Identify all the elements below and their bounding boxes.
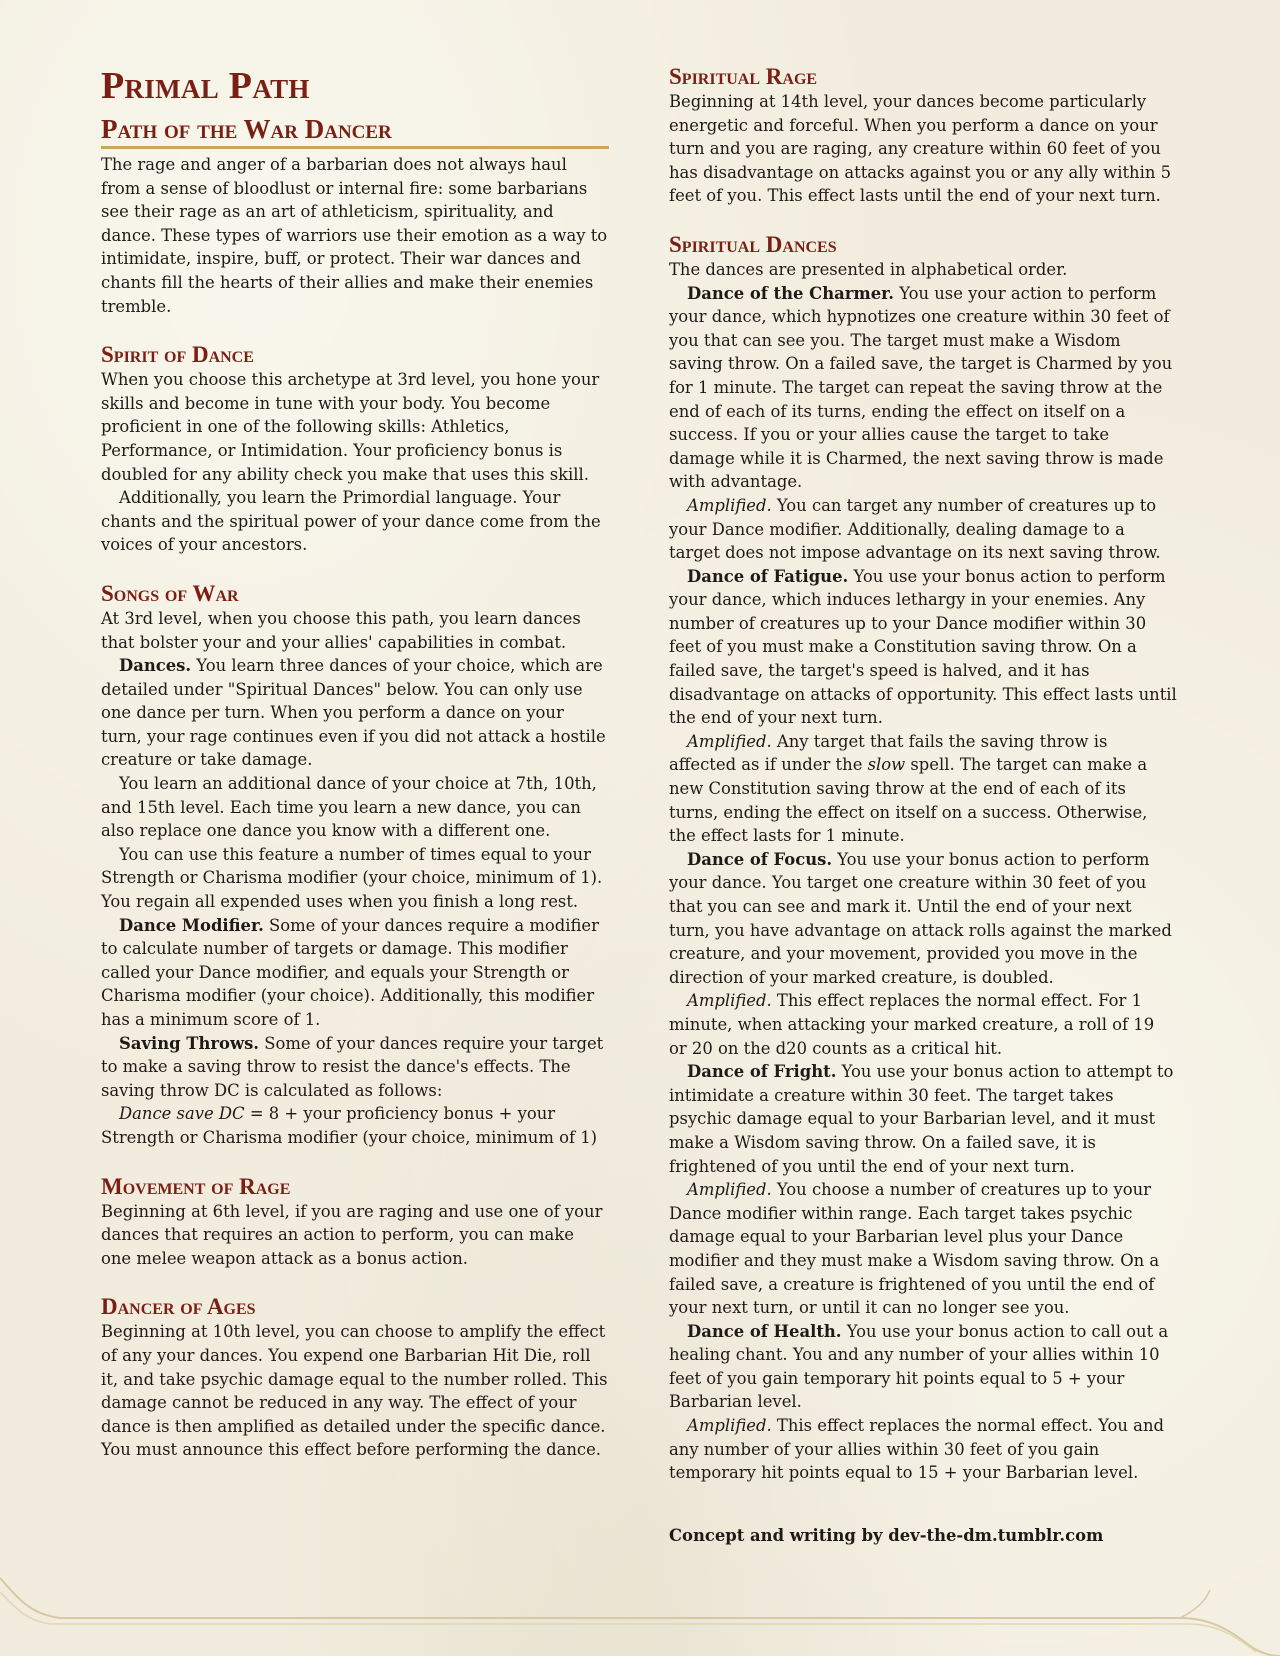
dance-modifier-text: Some of your dances require a modifier to calculate number of targets or damage. This modifier called your Dance modifier, and equals your Strength or Charisma modifier (your choice). Additionally, this modifier has a minimum score of 1. <box>101 915 599 1029</box>
saving-throws-text: Some of your dances require your target to make a saving throw to resist the dance's effects. The saving throw DC is calculated as follows: <box>101 1033 604 1100</box>
dance-focus-amplified <box>669 989 1177 1060</box>
dc-label: Dance save DC <box>119 1104 245 1124</box>
dance-health <box>669 1320 1177 1414</box>
amplified-label: Amplified. <box>687 731 772 751</box>
amplified-label: Amplified. <box>687 991 772 1011</box>
dance-fatigue-amp-text-1: Any target that fails the saving throw is affected as if under the <box>669 731 1108 775</box>
songs-of-war-dances <box>101 654 609 772</box>
spiritual-dances-intro: The dances are presented in alphabetical order. <box>669 259 1068 279</box>
amplified-label: Amplified. <box>687 1416 772 1436</box>
dance-fright-label: Dance of Fright. <box>687 1062 837 1082</box>
dance-health-label: Dance of Health. <box>687 1321 842 1341</box>
dance-fatigue-text: You use your bonus action to perform your dance, which induces lethargy in your enemies. Any number of creatures up to your Dance modifier within 30 feet of you must make a Constitution saving throw. On a failed save, the target's speed is halved, and it has disadvantage on attacks of opportunity. This effect lasts until the end of your next turn. <box>669 566 1177 728</box>
page-subtitle: Path of the War Dancer <box>101 114 609 149</box>
dance-fatigue <box>669 565 1177 730</box>
heading-spiritual-dances: Spiritual Dances <box>669 231 837 257</box>
dance-fright-amplified <box>669 1178 1177 1320</box>
dances-label: Dances. <box>119 656 192 676</box>
dance-focus-label: Dance of Focus. <box>687 849 833 869</box>
right-column <box>669 64 1177 1485</box>
spiritual-rage-p1: Beginning at 14th level, your dances become particularly energetic and forceful. When you perform a dance on your turn and you are raging, any creature within 60 feet of you has disadvantage on attacks against you or any ally within 5 feet of you. This effect lasts until the end of your next turn. <box>669 92 1172 206</box>
spirit-of-dance-p1: When you choose this archetype at 3rd level, you hone your skills and become in tune with your body. You become proficient in one of the following skills: Athletics, Performance, or Intimidation. Your proficiency bonus is doubled for any ability check you make that uses this skill. <box>101 370 600 484</box>
spirit-of-dance-p2: Additionally, you learn the Primordial language. Your chants and the spiritual power of your dance come from the voices of your ancestors. <box>101 488 601 555</box>
dance-charmer-amp-text: You can target any number of creatures up to your Dance modifier. Additionally, dealing damage to a target does not impose advantage on its next saving throw. <box>669 495 1161 563</box>
dance-charmer <box>669 282 1177 494</box>
songs-of-war-p1: At 3rd level, when you choose this path, you learn dances that bolster your and your allies' capabilities in combat. <box>101 608 581 652</box>
heading-songs-of-war: Songs of War <box>101 580 239 606</box>
dance-fatigue-label: Dance of Fatigue. <box>687 566 849 586</box>
songs-of-war-p4: You can use this feature a number of times equal to your Strength or Charisma modifier (your choice, minimum of 1). You regain all expended uses when you finish a long rest. <box>101 844 603 912</box>
page-title: Primal Path <box>101 65 310 107</box>
songs-of-war-dc <box>101 1102 609 1149</box>
dance-focus-text: You use your bonus action to perform your dance. You target one creature within 30 feet of you that you can see and mark it. Until the end of your next turn, you have advantage on attack rolls against the marked creature, and your movement, provided you move in the direction of your marked creature, is doubled. <box>669 849 1172 987</box>
dance-fright-amp-text: You choose a number of creatures up to your Dance modifier within range. Each target takes psychic damage equal to your Barbarian level plus your Dance modifier and they must make a Wisdom saving throw. On a failed save, a creature is frightened of you until the end of your next turn, or until it can no longer see you. <box>669 1180 1160 1318</box>
dance-health-amplified <box>669 1414 1177 1485</box>
songs-of-war-p3: You learn an additional dance of your choice at 7th, 10th, and 15th level. Each time you learn a new dance, you can also replace one dance you know with a different one. <box>101 774 597 841</box>
dance-charmer-label: Dance of the Charmer. <box>687 283 895 303</box>
heading-dancer-of-ages: Dancer of Ages <box>101 1294 256 1320</box>
dance-charmer-amplified <box>669 494 1177 565</box>
songs-of-war-modifier <box>101 914 609 1032</box>
dance-fright-text: You use your bonus action to attempt to intimidate a creature within 30 feet. The target takes psychic damage equal to your Barbarian level, and it must make a Wisdom saving throw. On a failed save, it is frightened of you until the end of your next turn. <box>669 1062 1174 1176</box>
left-column <box>101 64 609 1462</box>
heading-spiritual-rage: Spiritual Rage <box>669 64 818 89</box>
movement-of-rage-p1: Beginning at 6th level, if you are raging and use one of your dances that requires an action to perform, you can make one melee weapon attack as a bonus action. <box>101 1201 603 1268</box>
dc-text: = 8 + your proficiency bonus + your Strength or Charisma modifier (your choice, minimum of 1) <box>101 1104 598 1147</box>
dancer-of-ages-p1: Beginning at 10th level, you can choose to amplify the effect of any your dances. You expend one Barbarian Hit Die, roll it, and take psychic damage equal to the number rolled. This damage cannot be reduced in any way. The effect of your dance is then amplified as detailed under the specific dance. You must announce this effect before performing the dance. <box>101 1322 608 1460</box>
dance-health-amp-text: This effect replaces the normal effect. You and any number of your allies within 30 feet of you gain temporary hit points equal to 15 + your Barbarian level. <box>669 1416 1164 1483</box>
heading-movement-of-rage: Movement of Rage <box>101 1173 291 1199</box>
amplified-label: Amplified. <box>687 495 772 515</box>
dance-modifier-label: Dance Modifier. <box>119 915 264 935</box>
songs-of-war-saving <box>101 1032 609 1103</box>
dance-fatigue-amplified <box>669 730 1177 848</box>
dance-health-text: You use your bonus action to call out a healing chant. You and any number of your allies within 10 feet of you gain temporary hit points equal to 5 + your Barbarian level. <box>669 1321 1169 1412</box>
dances-text: You learn three dances of your choice, which are detailed under "Spiritual Dances" below. You can only use one dance per turn. When you perform a dance on your turn, your rage continues even if you did not attack a hostile creature or take damage. <box>101 656 606 770</box>
dance-focus <box>669 848 1177 990</box>
dance-fatigue-amp-text-2: spell. The target can make a new Constitution saving throw at the end of each of its turns, ending the effect on itself on a success. Otherwise, the effect lasts for 1 minute. <box>669 755 1148 846</box>
dance-focus-amp-text: This effect replaces the normal effect. For 1 minute, when attacking your marked creature, a roll of 19 or 20 on the d20 counts as a critical hit. <box>669 991 1155 1058</box>
heading-spirit-of-dance: Spirit of Dance <box>101 342 254 368</box>
intro-paragraph: The rage and anger of a barbarian does not always haul from a sense of bloodlust or internal fire: some barbarians see their rage as an art of athleticism, spirituality, and dance. These types of warriors use their emotion as a way to intimidate, inspire, buff, or protect. Their war dances and chants fill the hearts of their allies and make their enemies tremble. <box>101 155 608 316</box>
slow-spell-name: slow <box>867 755 906 775</box>
dance-charmer-text: You use your action to perform your dance, which hypnotizes one creature within 30 feet of you that can see you. The target must make a Wisdom saving throw. On a failed save, the target is Charmed by you for 1 minute. The target can repeat the saving throw at the end of each of its turns, ending the effect on itself on a success. If you or your allies cause the target to take damage while it is Charmed, the next saving throw is made with advantage. <box>669 283 1173 492</box>
footer-ornament-icon <box>0 1570 1280 1656</box>
amplified-label: Amplified. <box>687 1180 772 1200</box>
dance-fright <box>669 1060 1177 1178</box>
saving-throws-label: Saving Throws. <box>119 1033 260 1053</box>
credit-line: Concept and writing by dev-the-dm.tumblr.com <box>669 1526 1104 1545</box>
